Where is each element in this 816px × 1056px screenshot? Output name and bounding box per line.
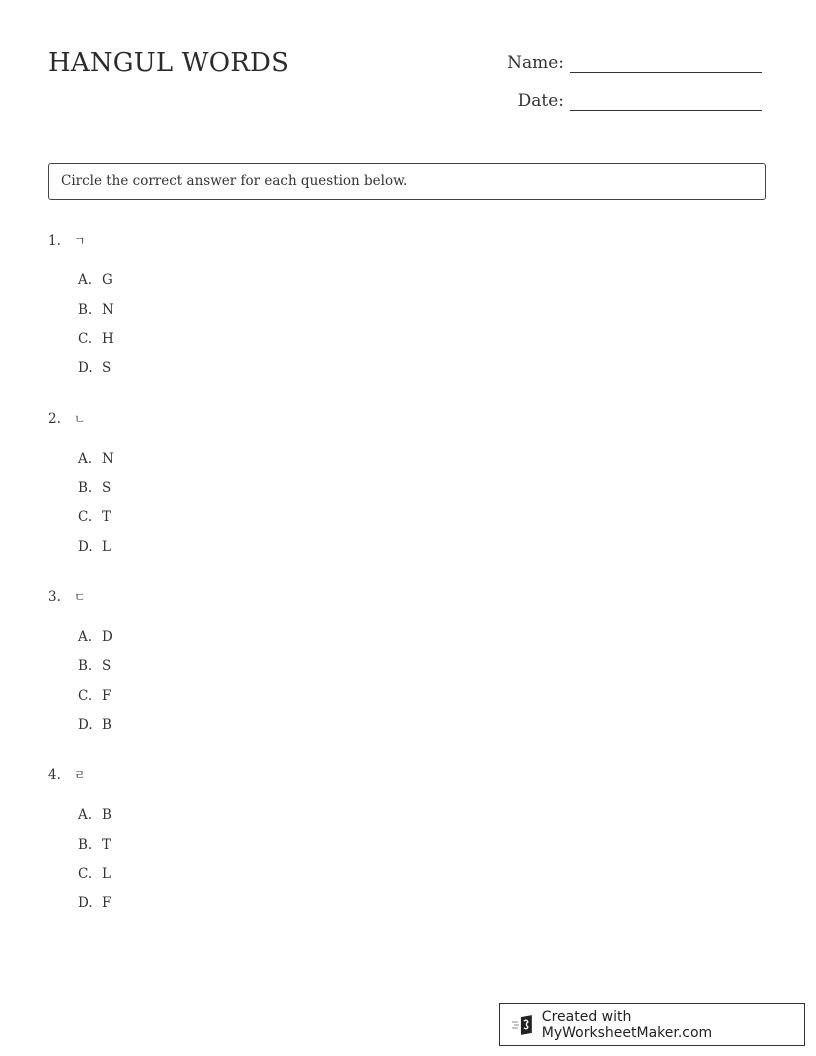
option-4d[interactable] [78, 895, 111, 911]
option-3d[interactable] [78, 717, 112, 733]
option-4b[interactable] [78, 837, 111, 853]
option-3c[interactable] [78, 688, 111, 704]
option-text: S [102, 360, 112, 376]
option-text: S [102, 480, 112, 496]
question-1 [48, 232, 86, 249]
question-2 [48, 410, 86, 427]
date-field[interactable] [504, 88, 762, 111]
question-number: 3. [48, 589, 61, 605]
instructions-box: Circle the correct answer for each question below. [48, 163, 766, 200]
option-2c[interactable] [78, 509, 111, 525]
option-letter: B. [78, 302, 93, 318]
option-text: N [102, 451, 114, 467]
option-text: F [102, 688, 112, 704]
option-letter: D. [78, 895, 93, 911]
question-stem: ㄹ [74, 768, 86, 782]
option-letter: C. [78, 866, 93, 882]
name-label: Name: [507, 53, 564, 73]
option-text: T [102, 837, 112, 853]
option-2d[interactable] [78, 539, 111, 555]
worksheet-title: HANGUL WORDS [48, 48, 290, 78]
date-line[interactable] [570, 88, 762, 111]
question-number: 1. [48, 233, 61, 249]
option-letter: D. [78, 717, 93, 733]
badge-text: Created with MyWorksheetMaker.com [541, 1008, 713, 1041]
option-3b[interactable] [78, 658, 111, 674]
option-1d[interactable] [78, 360, 111, 376]
option-text: N [102, 302, 114, 318]
question-stem: ㄷ [74, 590, 86, 604]
option-text: G [102, 272, 113, 288]
option-1a[interactable] [78, 272, 113, 288]
option-1c[interactable] [78, 331, 114, 347]
option-letter: B. [78, 658, 93, 674]
option-letter: B. [78, 480, 93, 496]
worksheet-logo-icon [512, 1014, 536, 1036]
name-line[interactable] [570, 50, 762, 73]
option-2a[interactable] [78, 451, 114, 467]
option-4a[interactable] [78, 807, 112, 823]
question-stem: ㄴ [74, 412, 86, 426]
option-letter: C. [78, 688, 93, 704]
option-letter: B. [78, 837, 93, 853]
option-1b[interactable] [78, 302, 114, 318]
question-3 [48, 588, 86, 605]
option-letter: C. [78, 331, 93, 347]
option-letter: A. [78, 807, 93, 823]
option-text: H [102, 331, 114, 347]
option-text: B [102, 807, 112, 823]
option-text: L [102, 866, 111, 882]
option-letter: C. [78, 509, 93, 525]
option-text: D [102, 629, 113, 645]
option-letter: A. [78, 451, 93, 467]
option-2b[interactable] [78, 480, 111, 496]
question-number: 2. [48, 411, 61, 427]
option-text: S [102, 658, 112, 674]
question-number: 4. [48, 767, 61, 783]
option-letter: D. [78, 539, 93, 555]
option-text: F [102, 895, 112, 911]
created-with-badge[interactable] [499, 1003, 805, 1046]
option-letter: A. [78, 272, 93, 288]
option-text: B [102, 717, 112, 733]
option-3a[interactable] [78, 629, 113, 645]
option-text: L [102, 539, 111, 555]
option-text: T [102, 509, 112, 525]
option-letter: A. [78, 629, 93, 645]
question-stem: ㄱ [74, 234, 86, 248]
option-4c[interactable] [78, 866, 111, 882]
date-label: Date: [517, 91, 564, 111]
option-letter: D. [78, 360, 93, 376]
question-4 [48, 766, 86, 783]
name-field[interactable] [504, 50, 762, 73]
